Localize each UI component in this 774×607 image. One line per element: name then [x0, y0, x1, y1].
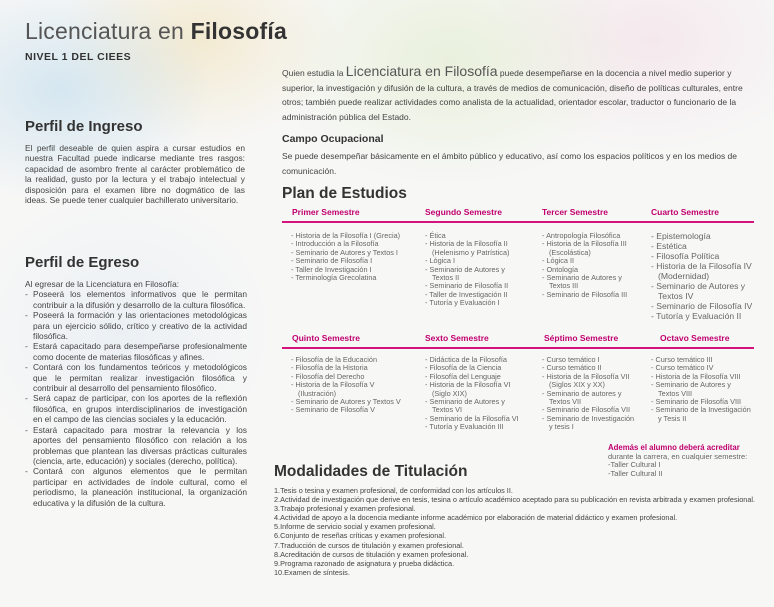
list-item: 10.Examen de síntesis.	[274, 567, 350, 577]
list-item: - Seminario de Investigación	[542, 413, 635, 423]
perfil-ingreso-text: El perfil deseable de quien aspira a cursar estudios en nuestra Facultad puede indicarse mediante tres rasgos: capacidad de asombro frente al carácter problemático de la realidad, gusto por la lectura y el trabajo intelectual y disposición para el examen libre no dogmático de las ideas. Se puede tener cualquier bachillerato universitario.	[25, 143, 245, 206]
list-item: - Historia de la Filosofía VI	[425, 380, 511, 390]
list-item: - Seminario de Filosofía II	[425, 281, 509, 291]
list-item: - Poseerá la formación y las orientaciones metodológicas para un ejercicio sólido, crítico y creativo de la actividad filosófica.	[25, 310, 247, 341]
list-item: - Seminario de Autores y	[651, 281, 746, 291]
semester-heading: Séptimo Semestre	[544, 333, 619, 343]
list-item: - Seminario de autores y	[542, 388, 622, 398]
list-item: - Lógica II	[542, 256, 575, 266]
list-item: 4.Actividad de apoyo a la docencia mediante informe académico por elaboración de material didáctico y examen profesional.	[274, 513, 678, 523]
list-item: - Lógica I	[425, 256, 456, 266]
list-item: - Didáctica de la Filosofía	[425, 355, 507, 364]
list-item: y tesis I	[549, 422, 574, 432]
additional-requirements-highlight: Además el alumno deberá acreditar	[608, 443, 740, 452]
list-item: - Historia de la Filosofía I (Grecia)	[291, 231, 401, 240]
list-item: - Seminario de Filosofía VIII	[651, 397, 742, 407]
list-item: 5.Informe de servicio social y examen profesional.	[274, 522, 436, 532]
list-item: - Contará con los fundamentos teóricos y metodológicos que le permitan realizar investigación filosófica y contribuir al desarrollo del pensamiento filosófico.	[25, 362, 247, 393]
list-item: 8.Acreditación de cursos de titulación y examen profesional.	[274, 549, 469, 559]
list-item: - Filosofía del Derecho	[291, 371, 365, 381]
page-title	[25, 18, 287, 45]
additional-requirements	[608, 444, 747, 478]
list-item: (Modernidad)	[658, 271, 710, 281]
perfil-ingreso-heading: Perfil de Ingreso	[25, 118, 143, 135]
semester-heading: Primer Semestre	[292, 207, 360, 217]
semester-heading: Sexto Semestre	[425, 333, 489, 343]
list-item: - Filosofía de la Historia	[291, 363, 368, 373]
list-item: - Seminario de Autores y Textos I	[291, 247, 398, 257]
list-item: - Filosofía Política	[651, 251, 720, 261]
semester-8-list	[651, 356, 763, 423]
divider	[282, 347, 754, 349]
list-item: - Curso temático III	[651, 355, 713, 364]
intro-program: Licenciatura en Filosofía	[345, 63, 498, 79]
list-item: - Curso temático II	[542, 363, 602, 373]
list-item: - Seminario de Filosofía V	[291, 405, 375, 415]
list-item: - Estética	[651, 241, 687, 251]
list-item: - Historia de la Filosofía IV	[651, 261, 752, 271]
semester-1-list	[291, 232, 423, 282]
list-item: Textos III	[549, 281, 579, 291]
semester-7-list	[542, 356, 652, 432]
list-item: - Poseerá los elementos informativos que le permitan contribuir a la difusión y desarrollo de la cultura filosófica.	[25, 289, 247, 310]
list-item: 2.Actividad de investigación que derive en tesis, tesina o artículo académico aceptado para su publicación en revista arbitrada y examen profesional.	[274, 495, 756, 505]
list-item: - Seminario de la Filosofía VI	[425, 413, 519, 423]
list-item: Textos VIII	[658, 388, 693, 398]
list-item: - Curso temático IV	[651, 363, 714, 373]
list-item: - Seminario de Filosofía I	[291, 256, 373, 266]
intro-pre: Quien estudia la	[282, 68, 346, 78]
modalidades-list	[274, 486, 759, 577]
semester-heading: Quinto Semestre	[292, 333, 361, 343]
list-item: - Tutoría y Evaluación I	[425, 298, 500, 308]
list-item: - Epistemología	[651, 231, 711, 241]
list-item: - Seminario de Filosofía III	[542, 289, 628, 299]
semester-heading: Segundo Semestre	[425, 207, 502, 217]
list-item: - Ontología	[542, 264, 579, 274]
list-item: 3.Trabajo profesional y examen profesional.	[274, 504, 416, 514]
list-item: - Filosofía de la Ciencia	[425, 363, 502, 373]
list-item: - Historia de la Filosofía III	[542, 239, 627, 249]
list-item: - Seminario de Autores y	[542, 273, 622, 283]
list-item: - Historia de la Filosofía II	[425, 239, 508, 249]
list-item: Textos IV	[658, 291, 694, 301]
semester-5-list	[291, 356, 423, 415]
perfil-egreso-intro: Al egresar de la Licenciatura en Filosofía:	[25, 279, 180, 289]
list-item: - Seminario de la Investigación	[651, 405, 751, 415]
list-item: - Contará con algunos elementos que le permitan participar en actividades de índole cultural, como el periodismo, la planeación institucional, la organización educativa y la difusión de la cultura.	[25, 466, 247, 508]
list-item: - Filosofía del Lenguaje	[425, 371, 501, 381]
plan-heading: Plan de Estudios	[282, 185, 407, 202]
list-item: - Curso temático I	[542, 355, 600, 364]
semester-4-list	[651, 231, 761, 321]
list-item: (Siglos XIX y XX)	[549, 380, 605, 390]
list-item: 6.Conjunto de reseñas críticas y examen profesional.	[274, 531, 446, 541]
list-item: - Tutoría y Evaluación III	[425, 422, 504, 432]
list-item: - Seminario de Autores y	[425, 264, 505, 274]
list-item: - Seminario de Autores y	[425, 397, 505, 407]
semester-heading: Cuarto Semestre	[651, 207, 720, 217]
perfil-egreso-list	[25, 289, 247, 508]
list-item: - Estará capacitado para mostrar la relevancia y los aportes del pensamiento filosófico con relación a los problemas que plantean las diversas prácticas culturales (ciencia, arte, educación) y sociales (derecho, política).	[25, 425, 247, 467]
list-item: - Tutoría y Evaluación II	[651, 311, 742, 321]
semester-heading: Octavo Semestre	[660, 333, 730, 343]
list-item: - Taller de Investigación II	[425, 289, 508, 299]
modalidades-heading: Modalidades de Titulación	[274, 463, 468, 480]
list-item: - Seminario de Autores y	[651, 380, 731, 390]
page-subtitle: NIVEL 1 DEL CIEES	[25, 51, 132, 63]
list-item: - Será capaz de participar, con los aportes de la reflexión filosófica, en grupos interdisciplinarios de investigación en el campo de las ciencias sociales y la educación.	[25, 393, 247, 424]
semester-3-list	[542, 232, 648, 299]
list-item: - Seminario de Filosofía VII	[542, 405, 631, 415]
divider	[282, 221, 754, 223]
list-item: -Taller Cultural I	[608, 460, 661, 470]
list-item: - Estará capacitado para desempeñarse profesionalmente como docente de materias filosóficas y afines.	[25, 341, 247, 362]
list-item: - Ética	[425, 231, 446, 240]
list-item: Textos VI	[432, 405, 463, 415]
list-item: - Filosofía de la Educación	[291, 355, 377, 364]
list-item: (Helenismo y Patrística)	[432, 247, 510, 257]
list-item: durante la carrera, en cualquier semestre:	[608, 451, 748, 461]
list-item: - Taller de Investigación I	[291, 264, 372, 274]
list-item: 7.Traducción de cursos de titulación y examen profesional.	[274, 540, 464, 550]
list-item: - Introducción a la Filosofía	[291, 239, 379, 249]
list-item: (Ilustración)	[298, 388, 337, 398]
semester-6-list	[425, 356, 541, 432]
list-item: - Seminario de Autores y Textos V	[291, 397, 401, 407]
list-item: 1.Tesis o tesina y examen profesional, de conformidad con los artículos II.	[274, 486, 513, 495]
list-item: - Historia de la Filosofía V	[291, 380, 375, 390]
intro-paragraph	[282, 64, 757, 124]
list-item: (Escolástica)	[549, 247, 591, 257]
intro-post: puede desempeñarse en la docencia a nivel medio superior y superior, la investigación y difusión de la cultura, a través de medios de comunicación, diseño de políticas culturales, entre otros; también puede realizar actividades como analista de la actualidad, orientador escolar, traductor o funcionario de la administración pública del Estado.	[282, 68, 743, 122]
list-item: (Siglo XIX)	[432, 388, 467, 398]
list-item: Textos VII	[549, 397, 582, 407]
perfil-egreso-heading: Perfil de Egreso	[25, 254, 140, 271]
campo-heading: Campo Ocupacional	[282, 133, 384, 145]
list-item: - Seminario de Filosofía IV	[651, 301, 753, 311]
list-item: - Terminología Grecolatina	[291, 273, 377, 283]
list-item: - Antropología Filosófica	[542, 231, 621, 240]
title-bold: Filosofía	[190, 18, 287, 44]
list-item: -Taller Cultural II	[608, 468, 663, 478]
list-item: - Historia de la Filosofía VII	[542, 371, 630, 381]
perfil-egreso-block	[25, 279, 247, 508]
list-item: - Historia de la Filosofía VIII	[651, 371, 741, 381]
list-item: y Tesis II	[658, 413, 687, 423]
list-item: 9.Programa razonado de asignatura y prueba didáctica.	[274, 558, 455, 568]
semester-2-list	[425, 232, 537, 308]
title-light: Licenciatura en	[25, 18, 191, 44]
campo-text: Se puede desempeñar básicamente en el ámbito público y educativo, así como los espacios políticos y en los medios de comunicación.	[282, 151, 738, 176]
semester-heading: Tercer Semestre	[542, 207, 608, 217]
list-item: Textos II	[432, 273, 460, 283]
